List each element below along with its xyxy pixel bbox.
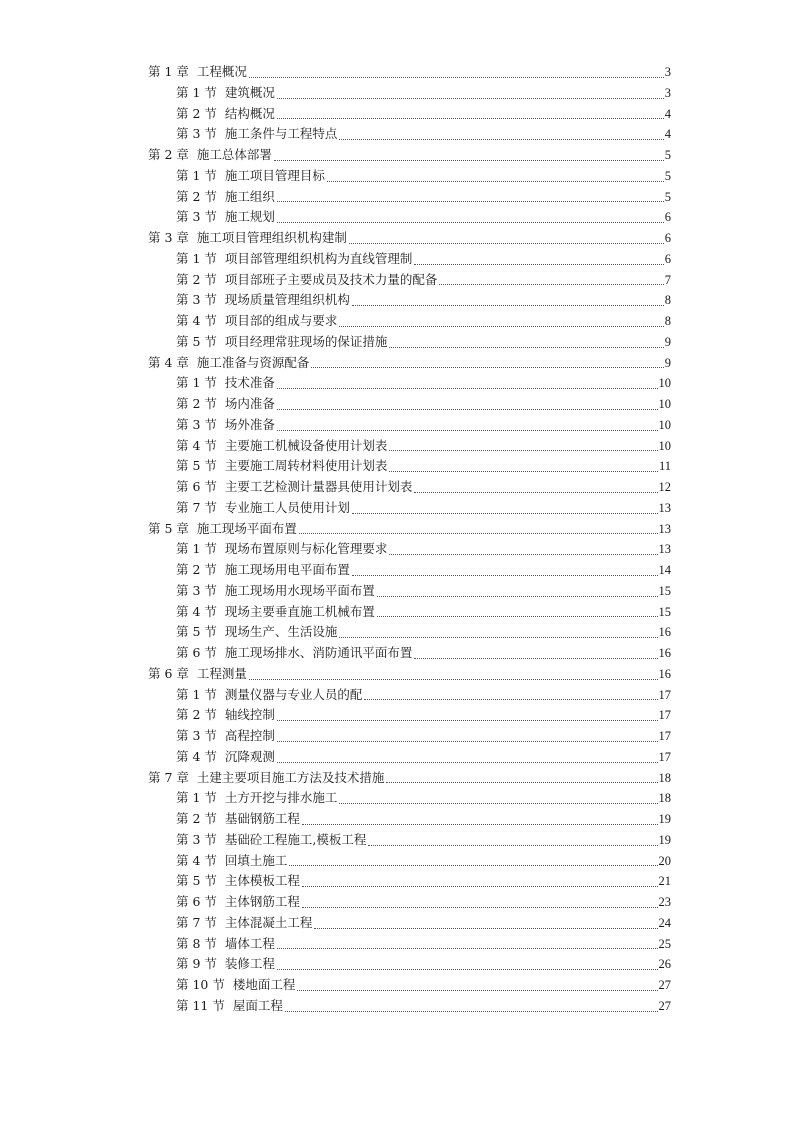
- toc-section-entry[interactable]: [148, 602, 671, 623]
- toc-entry-number: 第 3 节: [176, 728, 217, 743]
- toc-entry-number: 第 4 节: [176, 852, 217, 868]
- toc-entry-title: 专业施工人员使用计划: [224, 499, 350, 515]
- dot-leader: [377, 595, 658, 597]
- toc-entry-number: 第 8 节: [176, 935, 217, 951]
- toc-entry-title: 施工项目管理目标: [224, 167, 325, 183]
- toc-entry-page-number: 8: [664, 293, 671, 308]
- dot-leader: [299, 532, 658, 534]
- toc-section-entry[interactable]: [148, 705, 671, 726]
- toc-entry-number: 第 2 章: [148, 147, 189, 162]
- dot-leader: [389, 449, 657, 451]
- toc-entry-number: 第 7 节: [176, 499, 217, 515]
- toc-entry-title: 回填土施工: [224, 852, 288, 868]
- toc-entry-title: 测量仪器与专业人员的配: [224, 686, 363, 702]
- toc-entry-title: 屋面工程: [232, 997, 283, 1013]
- toc-entry-page-number: 10: [658, 397, 671, 411]
- toc-entry-page-number: 3: [664, 85, 671, 100]
- toc-entry-number: 第 3 章: [148, 230, 189, 245]
- toc-section-entry[interactable]: [148, 643, 671, 664]
- toc-entry-title: 施工总体部署: [196, 147, 272, 162]
- toc-entry-page-number: 27: [658, 978, 671, 992]
- toc-entry-page-number: 20: [658, 853, 671, 868]
- toc-entry-title: 基础砼工程施工,模板工程: [224, 831, 367, 847]
- toc-entry-number: 第 9 节: [176, 956, 217, 972]
- toc-section-entry[interactable]: [148, 996, 671, 1017]
- toc-entry-title: 施工组织: [224, 188, 275, 204]
- toc-entry-page-number: 13: [658, 542, 671, 557]
- dot-leader: [339, 636, 657, 638]
- toc-entry-number: 第 1 节: [176, 375, 217, 391]
- dot-leader: [277, 200, 664, 202]
- toc-entry-title: 技术准备: [224, 375, 275, 391]
- toc-section-entry[interactable]: [148, 166, 671, 187]
- dot-leader: [352, 512, 658, 514]
- toc-entry-page-number: 16: [658, 625, 671, 640]
- toc-entry-page-number: 17: [658, 749, 671, 764]
- toc-entry-number: 第 3 节: [176, 292, 217, 308]
- toc-entry-title: 项目经理常驻现场的保证措施: [224, 333, 388, 349]
- toc-entry-page-number: 10: [658, 376, 671, 391]
- toc-entry-number: 第 2 节: [176, 811, 217, 826]
- dot-leader: [414, 263, 663, 265]
- toc-entry-number: 第 4 节: [176, 603, 217, 619]
- toc-section-entry[interactable]: [148, 809, 671, 830]
- toc-entry-title: 施工准备与资源配备: [196, 354, 310, 370]
- dot-leader: [389, 470, 658, 472]
- dot-leader: [414, 657, 657, 659]
- toc-entry-page-number: 7: [664, 272, 671, 287]
- toc-entry-number: 第 3 节: [176, 126, 217, 142]
- dot-leader: [368, 844, 657, 846]
- toc-entry-page-number: 23: [658, 895, 671, 909]
- toc-entry-number: 第 2 节: [176, 271, 217, 287]
- dot-leader: [439, 283, 663, 285]
- toc-entry-title: 施工规划: [224, 209, 275, 225]
- toc-section-entry[interactable]: [148, 436, 671, 457]
- toc-section-entry[interactable]: [148, 311, 671, 332]
- dot-leader: [339, 138, 663, 140]
- toc-chapter-entry[interactable]: [148, 228, 671, 249]
- toc-section-entry[interactable]: [148, 726, 671, 747]
- toc-entry-title: 施工现场排水、消防通讯平面布置: [224, 645, 413, 660]
- toc-entry-number: 第 4 节: [176, 313, 217, 328]
- toc-entry-page-number: 25: [658, 936, 671, 951]
- toc-section-entry[interactable]: [148, 934, 671, 955]
- toc-entry-number: 第 11 节: [176, 997, 225, 1013]
- toc-entry-page-number: 9: [664, 334, 671, 349]
- toc-entry-page-number: 10: [658, 417, 671, 432]
- toc-entry-page-number: 24: [658, 915, 671, 930]
- dot-leader: [277, 221, 664, 223]
- dot-leader: [277, 429, 658, 431]
- toc-entry-number: 第 2 节: [176, 396, 217, 411]
- toc-entry-page-number: 12: [658, 480, 671, 494]
- dot-leader: [386, 781, 657, 783]
- toc-entry-title: 项目部管理组织机构为直线管理制: [224, 250, 413, 266]
- toc-entry-title: 施工项目管理组织机构建制: [196, 230, 347, 245]
- toc-section-entry[interactable]: [148, 124, 671, 145]
- toc-section-entry[interactable]: [148, 415, 671, 436]
- toc-entry-title: 施工现场用水现场平面布置: [224, 582, 375, 598]
- toc-entry-page-number: 10: [658, 438, 671, 453]
- toc-entry-number: 第 2 节: [176, 562, 217, 577]
- toc-entry-page-number: 11: [658, 459, 671, 474]
- toc-entry-number: 第 1 节: [176, 167, 217, 183]
- table-of-contents: [148, 62, 671, 1017]
- toc-entry-title: 施工现场平面布置: [196, 520, 297, 536]
- toc-entry-page-number: 18: [658, 770, 671, 785]
- dot-leader: [327, 180, 664, 182]
- toc-entry-title: 装修工程: [224, 956, 275, 972]
- toc-entry-title: 轴线控制: [224, 707, 275, 723]
- toc-entry-title: 基础钢筋工程: [224, 811, 300, 826]
- toc-entry-title: 现场主要垂直施工机械布置: [224, 603, 375, 619]
- toc-entry-page-number: 15: [658, 583, 671, 598]
- toc-entry-number: 第 3 节: [176, 831, 217, 847]
- toc-section-entry[interactable]: [148, 207, 671, 228]
- toc-entry-title: 主体钢筋工程: [224, 894, 300, 909]
- toc-entry-number: 第 3 节: [176, 209, 217, 225]
- toc-entry-number: 第 4 节: [176, 748, 217, 764]
- dot-leader: [311, 366, 663, 368]
- toc-entry-title: 主要工艺检测计量器具使用计划表: [224, 479, 413, 494]
- toc-entry-page-number: 14: [658, 563, 671, 577]
- toc-entry-page-number: 17: [658, 729, 671, 743]
- toc-entry-title: 墙体工程: [224, 935, 275, 951]
- toc-section-entry[interactable]: [148, 187, 671, 208]
- toc-entry-number: 第 7 节: [176, 914, 217, 930]
- toc-entry-title: 项目部班子主要成员及技术力量的配备: [224, 271, 438, 287]
- toc-entry-page-number: 8: [664, 314, 671, 328]
- toc-entry-title: 沉降观测: [224, 748, 275, 764]
- dot-leader: [339, 802, 657, 804]
- dot-leader: [249, 76, 664, 78]
- toc-entry-page-number: 6: [664, 231, 671, 245]
- toc-entry-page-number: 5: [664, 168, 671, 183]
- dot-leader: [285, 1010, 658, 1012]
- toc-entry-title: 工程测量: [196, 665, 247, 681]
- toc-entry-page-number: 19: [658, 832, 671, 847]
- toc-entry-title: 楼地面工程: [232, 977, 296, 992]
- toc-section-entry[interactable]: [148, 249, 671, 270]
- toc-entry-number: 第 2 节: [176, 707, 217, 723]
- toc-entry-number: 第 1 节: [176, 84, 217, 100]
- toc-entry-title: 高程控制: [224, 728, 275, 743]
- toc-entry-title: 场外准备: [224, 416, 275, 432]
- toc-chapter-entry[interactable]: [148, 62, 671, 83]
- toc-section-entry[interactable]: [148, 788, 671, 809]
- dot-leader: [314, 927, 657, 929]
- toc-entry-number: 第 5 节: [176, 333, 217, 349]
- toc-section-entry[interactable]: [148, 830, 671, 851]
- toc-section-entry[interactable]: [148, 975, 671, 996]
- toc-section-entry[interactable]: [148, 747, 671, 768]
- dot-leader: [249, 678, 658, 680]
- toc-entry-title: 主要施工周转材料使用计划表: [224, 458, 388, 474]
- dot-leader: [302, 823, 658, 825]
- toc-entry-title: 现场布置原则与标化管理要求: [224, 541, 388, 557]
- toc-entry-page-number: 4: [664, 106, 671, 121]
- dot-leader: [289, 864, 657, 866]
- dot-leader: [277, 761, 658, 763]
- dot-leader: [277, 740, 658, 742]
- toc-entry-number: 第 1 章: [148, 64, 189, 79]
- toc-section-entry[interactable]: [148, 871, 671, 892]
- toc-section-entry[interactable]: [148, 270, 671, 291]
- dot-leader: [339, 325, 663, 327]
- dot-leader: [277, 117, 664, 119]
- toc-entry-title: 现场生产、生活设施: [224, 624, 338, 640]
- toc-entry-page-number: 4: [664, 127, 671, 142]
- toc-entry-page-number: 16: [658, 646, 671, 660]
- toc-entry-title: 施工现场用电平面布置: [224, 562, 350, 577]
- dot-leader: [352, 574, 658, 576]
- dot-leader: [414, 491, 657, 493]
- toc-section-entry[interactable]: [148, 477, 671, 498]
- toc-entry-number: 第 5 节: [176, 624, 217, 640]
- dot-leader: [364, 698, 657, 700]
- toc-entry-page-number: 6: [664, 251, 671, 266]
- toc-entry-number: 第 1 节: [176, 250, 217, 266]
- toc-entry-number: 第 10 节: [176, 977, 225, 992]
- toc-entry-page-number: 17: [658, 708, 671, 723]
- toc-entry-page-number: 13: [658, 500, 671, 515]
- toc-section-entry[interactable]: [148, 373, 671, 394]
- toc-section-entry[interactable]: [148, 83, 671, 104]
- toc-section-entry[interactable]: [148, 913, 671, 934]
- toc-entry-page-number: 16: [658, 666, 671, 681]
- toc-entry-title: 主要施工机械设备使用计划表: [224, 437, 388, 453]
- toc-entry-number: 第 6 节: [176, 479, 217, 494]
- toc-entry-title: 项目部的组成与要求: [224, 313, 338, 328]
- dot-leader: [349, 242, 664, 244]
- toc-entry-title: 施工条件与工程特点: [224, 126, 338, 142]
- toc-entry-title: 现场质量管理组织机构: [224, 292, 350, 308]
- toc-section-entry[interactable]: [148, 622, 671, 643]
- toc-entry-number: 第 1 节: [176, 790, 217, 806]
- toc-section-entry[interactable]: [148, 332, 671, 353]
- toc-entry-page-number: 13: [658, 521, 671, 536]
- toc-entry-number: 第 5 节: [176, 873, 217, 889]
- dot-leader: [389, 553, 657, 555]
- dot-leader: [352, 304, 664, 306]
- toc-section-entry[interactable]: [148, 394, 671, 415]
- dot-leader: [277, 968, 658, 970]
- dot-leader: [377, 615, 658, 617]
- dot-leader: [297, 989, 657, 991]
- dot-leader: [277, 387, 658, 389]
- toc-entry-number: 第 4 节: [176, 437, 217, 453]
- toc-entry-page-number: 19: [658, 812, 671, 826]
- dot-leader: [389, 346, 663, 348]
- toc-entry-page-number: 6: [664, 210, 671, 225]
- toc-section-entry[interactable]: [148, 290, 671, 311]
- toc-entry-number: 第 2 节: [176, 188, 217, 204]
- toc-entry-number: 第 3 节: [176, 416, 217, 432]
- toc-entry-title: 建筑概况: [224, 84, 275, 100]
- toc-entry-title: 结构概况: [224, 105, 275, 121]
- toc-section-entry[interactable]: [148, 539, 671, 560]
- toc-entry-title: 主体混凝土工程: [224, 914, 313, 930]
- toc-entry-number: 第 6 节: [176, 645, 217, 660]
- dot-leader: [277, 408, 658, 410]
- toc-entry-title: 工程概况: [196, 64, 247, 79]
- toc-entry-number: 第 2 节: [176, 105, 217, 121]
- toc-section-entry[interactable]: [148, 954, 671, 975]
- toc-entry-number: 第 6 节: [176, 894, 217, 909]
- toc-chapter-entry[interactable]: [148, 768, 671, 789]
- toc-entry-number: 第 4 章: [148, 354, 189, 370]
- toc-entry-page-number: 5: [664, 189, 671, 204]
- toc-section-entry[interactable]: [148, 851, 671, 872]
- dot-leader: [302, 906, 658, 908]
- toc-entry-number: 第 3 节: [176, 582, 217, 598]
- toc-chapter-entry[interactable]: [148, 664, 671, 685]
- toc-section-entry[interactable]: [148, 581, 671, 602]
- toc-section-entry[interactable]: [148, 498, 671, 519]
- toc-entry-title: 土方开挖与排水施工: [224, 790, 338, 806]
- dot-leader: [277, 97, 664, 99]
- toc-entry-page-number: 9: [664, 355, 671, 370]
- dot-leader: [277, 719, 658, 721]
- toc-entry-page-number: 27: [658, 998, 671, 1013]
- toc-entry-page-number: 17: [658, 687, 671, 702]
- toc-entry-page-number: 3: [664, 65, 671, 79]
- toc-chapter-entry[interactable]: [148, 519, 671, 540]
- toc-section-entry[interactable]: [148, 685, 671, 706]
- toc-entry-number: 第 5 章: [148, 520, 189, 536]
- toc-section-entry[interactable]: [148, 892, 671, 913]
- toc-entry-title: 土建主要项目施工方法及技术措施: [196, 769, 385, 785]
- toc-section-entry[interactable]: [148, 456, 671, 477]
- toc-chapter-entry[interactable]: [148, 353, 671, 374]
- toc-entry-number: 第 1 节: [176, 686, 217, 702]
- toc-entry-number: 第 6 章: [148, 665, 189, 681]
- toc-chapter-entry[interactable]: [148, 145, 671, 166]
- toc-entry-number: 第 5 节: [176, 458, 217, 474]
- toc-entry-page-number: 18: [658, 791, 671, 806]
- toc-entry-page-number: 15: [658, 604, 671, 619]
- toc-entry-page-number: 26: [658, 957, 671, 972]
- toc-entry-title: 场内准备: [224, 396, 275, 411]
- dot-leader: [277, 947, 658, 949]
- dot-leader: [302, 885, 658, 887]
- toc-section-entry[interactable]: [148, 104, 671, 125]
- toc-entry-page-number: 21: [658, 874, 671, 889]
- dot-leader: [274, 159, 664, 161]
- toc-entry-page-number: 5: [664, 148, 671, 162]
- toc-entry-number: 第 1 节: [176, 541, 217, 557]
- toc-section-entry[interactable]: [148, 560, 671, 581]
- toc-entry-title: 主体模板工程: [224, 873, 300, 889]
- toc-entry-number: 第 7 章: [148, 769, 189, 785]
